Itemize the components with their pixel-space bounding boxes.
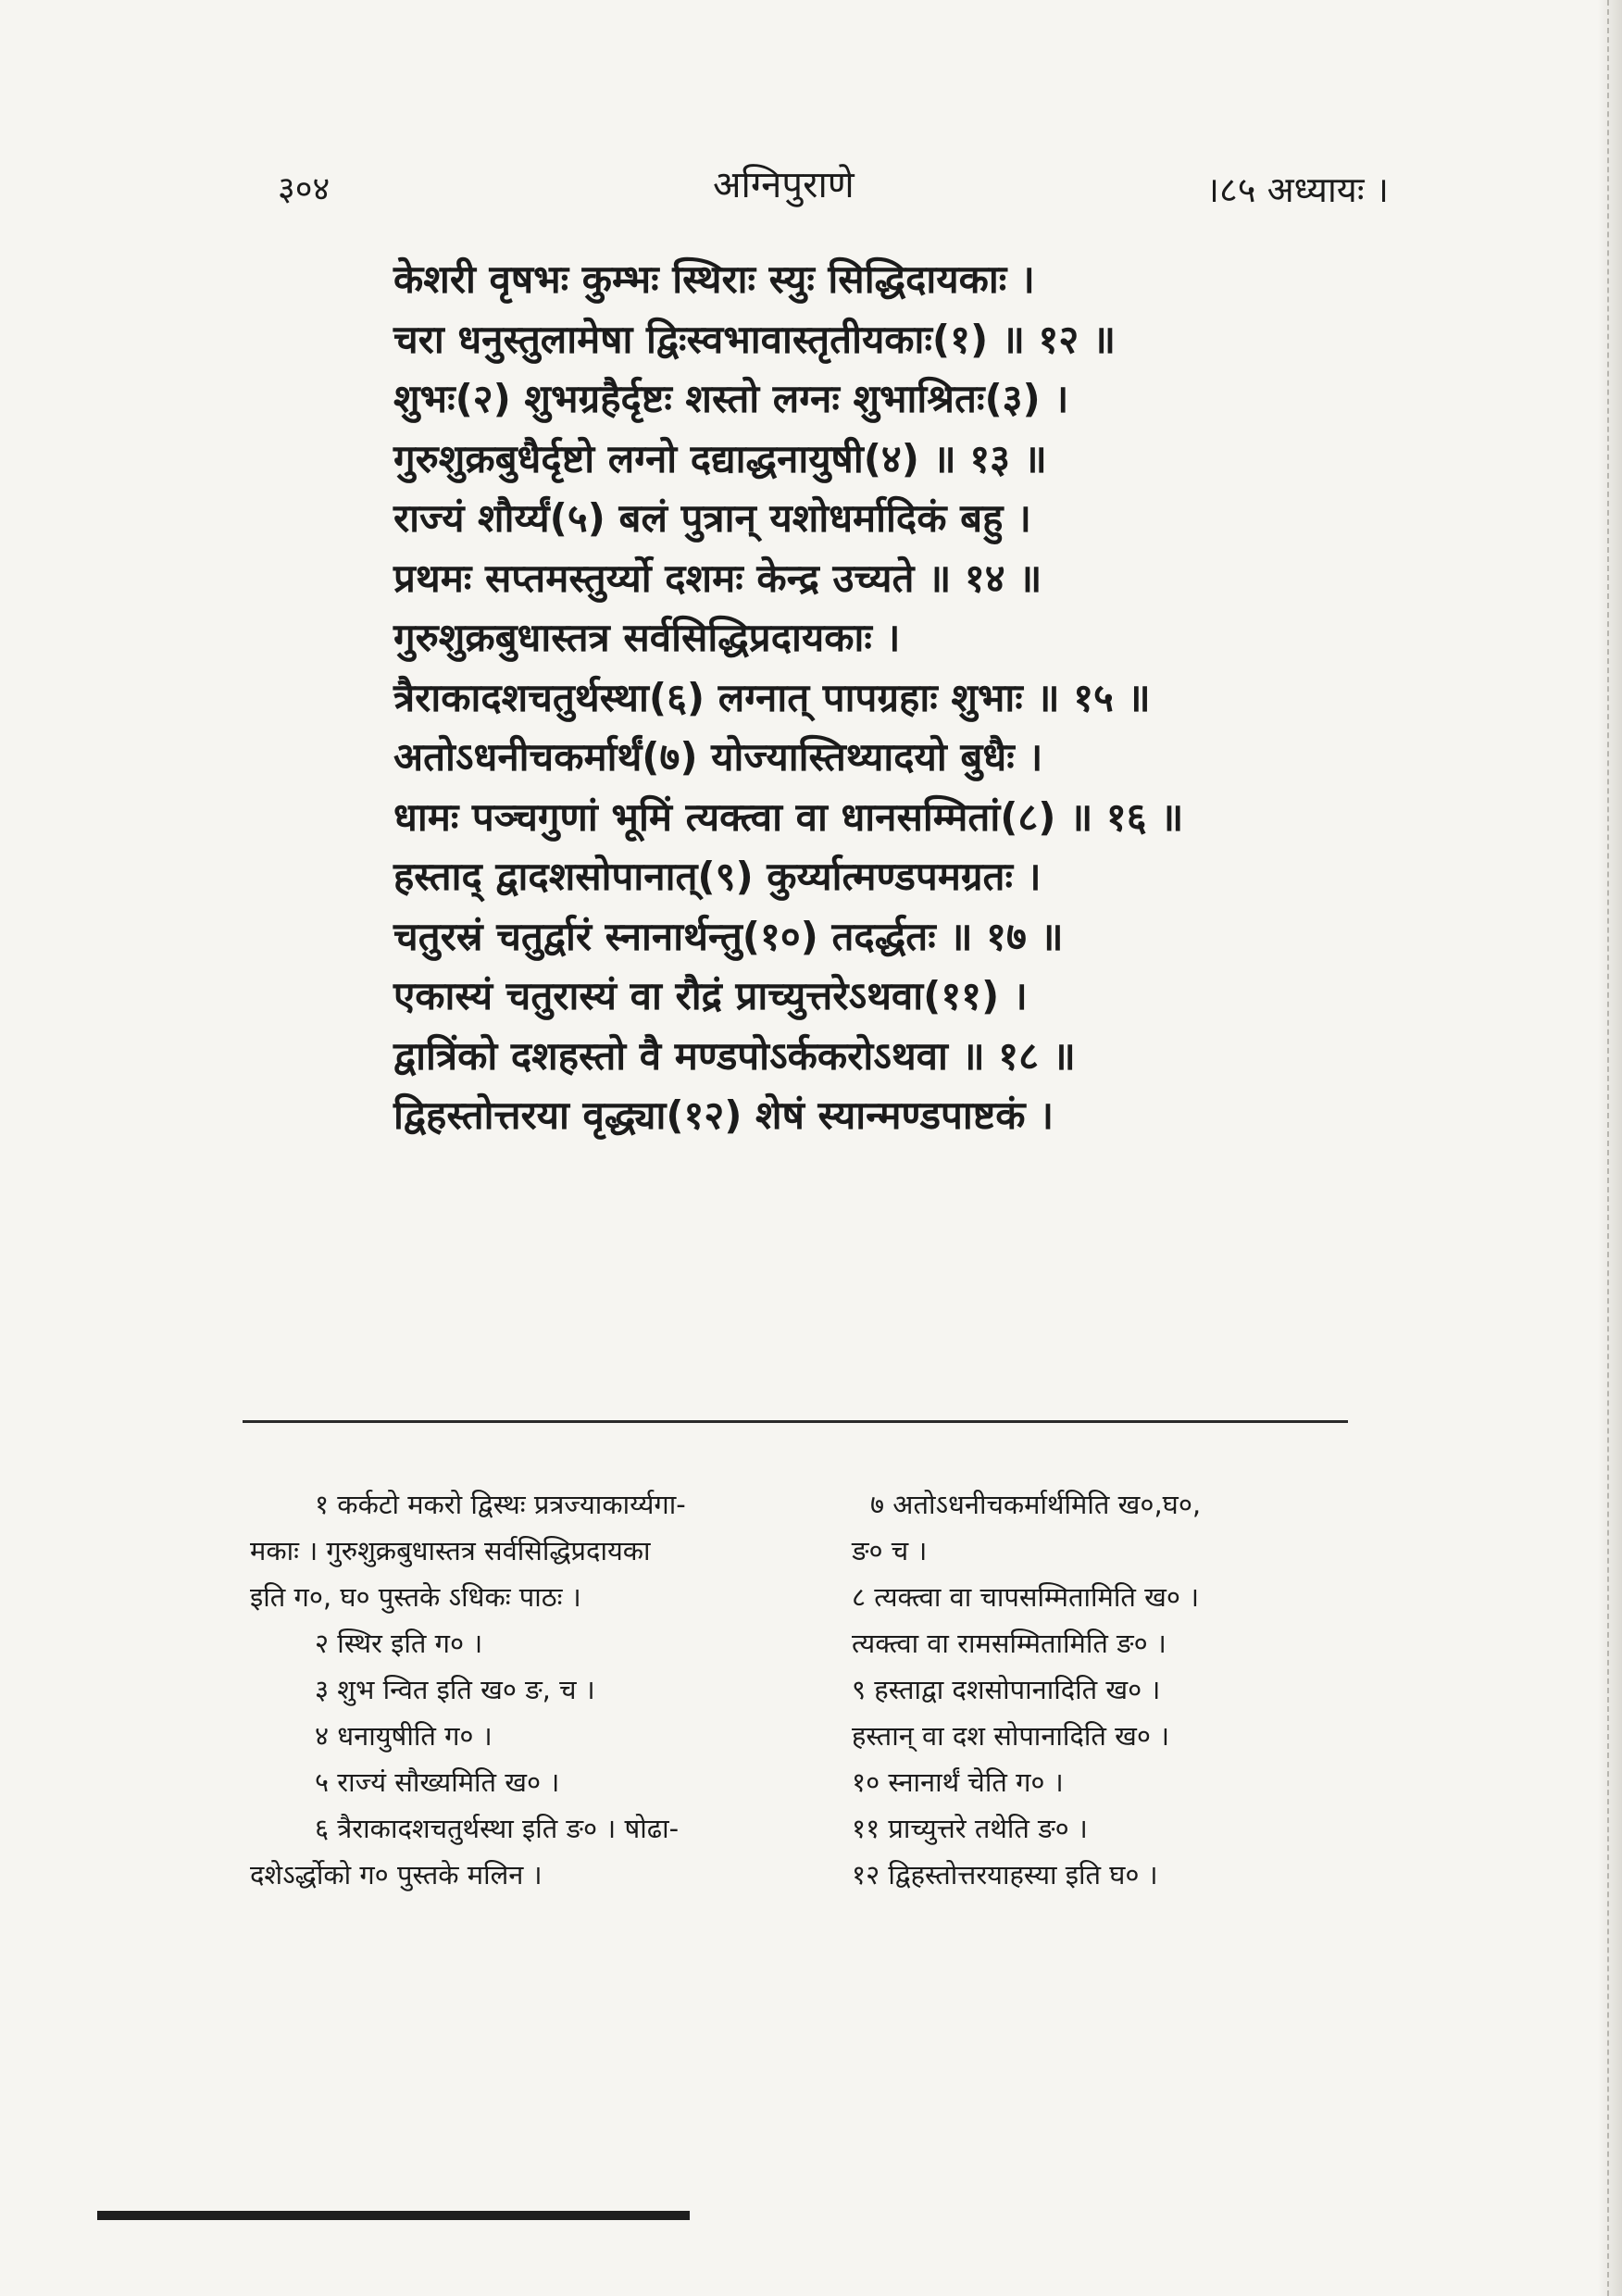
verse-line: गुरुशुक्रबुधैर्दृष्टो लग्नो दद्याद्धनायुषी(४) ॥ १३ ॥ <box>393 435 1047 481</box>
footnote-line: ७ अतोऽधनीचकर्मार्थमिति ख०,घ०, <box>870 1489 1202 1520</box>
verse-line: राज्यं शौर्य्यं(५) बलं पुत्रान् यशोधर्मादिकं बहु । <box>393 495 1031 541</box>
verse-line: चतुरस्रं चतुर्द्वारं स्नानार्थन्तु(१०) तदर्द्धतः ॥ १७ ॥ <box>393 913 1064 959</box>
page-edge-shadow <box>1598 0 1622 2296</box>
footnote-line: १ कर्कटो मकरो द्विस्थः प्रत्रज्याकार्य्यगा- <box>315 1489 686 1520</box>
footnote-column-left <box>250 1481 842 1898</box>
footnote-line: दशेऽर्द्धोको ग० पुस्तके मलिन । <box>250 1859 543 1890</box>
verse-line: चरा धनुस्तुलामेषा द्विःस्वभावास्तृतीयकाः(१) ॥ १२ ॥ <box>393 316 1117 362</box>
footnote-line: १० स्नानार्थं चेति ग० । <box>852 1766 1064 1798</box>
footnote-line: ११ प्राच्युत्तरे तथेति ङ० । <box>852 1813 1088 1844</box>
verse-line: एकास्यं चतुरास्यं वा रौद्रं प्राच्युत्तरेऽथवा(११) । <box>393 973 1028 1018</box>
verse-line: द्विहस्तोत्तरया वृद्ध्या(१२) शेषं स्यान्मण्डपाष्टकं । <box>393 1092 1054 1138</box>
footnote-line: ८ त्यक्त्वा वा चापसम्मितामिति ख० । <box>852 1581 1200 1613</box>
footnote-line: हस्तान् वा दश सोपानादिति ख० । <box>852 1720 1170 1752</box>
footnote-line: ५ राज्यं सौख्यमिति ख० । <box>315 1766 560 1798</box>
footnote-line: ङ० च । <box>852 1535 928 1566</box>
footnote-line: इति ग०, घ० पुस्तके ऽधिकः पाठः । <box>250 1581 581 1613</box>
footnote-column-right <box>852 1481 1407 1898</box>
page-edge-dots <box>1605 0 1609 2296</box>
verse-line: हस्ताद् द्वादशसोपानात्(९) कुर्य्यात्मण्डपमग्रतः । <box>393 854 1042 899</box>
scan-bottom-bar <box>97 2211 690 2220</box>
verse-line: केशरी वृषभः कुम्भः स्थिराः स्युः सिद्धिदायकाः । <box>393 256 1035 302</box>
chapter-label: ।८५ अध्यायः । <box>1205 169 1389 210</box>
verse-line: धामः पञ्चगुणां भूमिं त्यक्त्वा वा धानसम्मितां(८) ॥ १६ ॥ <box>393 793 1184 840</box>
footnote-divider <box>243 1420 1348 1423</box>
footnote-line: २ स्थिर इति ग० । <box>315 1628 483 1659</box>
footnote-line: त्यक्त्वा वा रामसम्मितामिति ङ० । <box>852 1628 1167 1659</box>
verse-line: शुभः(२) शुभग्रहैर्दृष्टः शस्तो लग्नः शुभाश्रितः(३) । <box>393 376 1069 421</box>
footnote-line: १२ द्विहस्तोत्तरयाहस्या इति घ० । <box>852 1859 1158 1890</box>
verse-line: गुरुशुक्रबुधास्तत्र सर्वसिद्धिप्रदायकाः । <box>393 615 901 660</box>
verse-line: अतोऽधनीचकर्मार्थं(७) योज्यास्तिथ्यादयो बुधैः । <box>393 734 1043 780</box>
footnote-line: ३ शुभ न्वित इति ख० ङ, च । <box>315 1674 595 1705</box>
footnote-line: मकाः । गुरुशुक्रबुधास्तत्र सर्वसिद्धिप्रदायका <box>250 1535 651 1566</box>
verse-block <box>393 250 1319 1146</box>
footnote-line: ९ हस्ताद्वा दशसोपानादिति ख० । <box>852 1674 1161 1705</box>
footnote-line: ६ त्रैराकादशचतुर्थस्था इति ङ० । षोढा- <box>315 1813 680 1844</box>
running-title: अग्निपुराणे <box>713 164 855 206</box>
footnote-line: ४ धनायुषीति ग० । <box>315 1720 493 1752</box>
verse-line: त्रैराकादशचतुर्थस्था(६) लग्नात् पापग्रहाः शुभाः ॥ १५ ॥ <box>393 674 1151 720</box>
verse-line: प्रथमः सप्तमस्तुर्य्यो दशमः केन्द्र उच्यते ॥ १४ ॥ <box>393 555 1042 601</box>
verse-line: द्वात्रिंको दशहस्तो वै मण्डपोऽर्ककरोऽथवा ॥ १८ ॥ <box>393 1032 1076 1079</box>
page-header <box>268 157 1398 213</box>
page-number: ३०४ <box>278 170 331 208</box>
